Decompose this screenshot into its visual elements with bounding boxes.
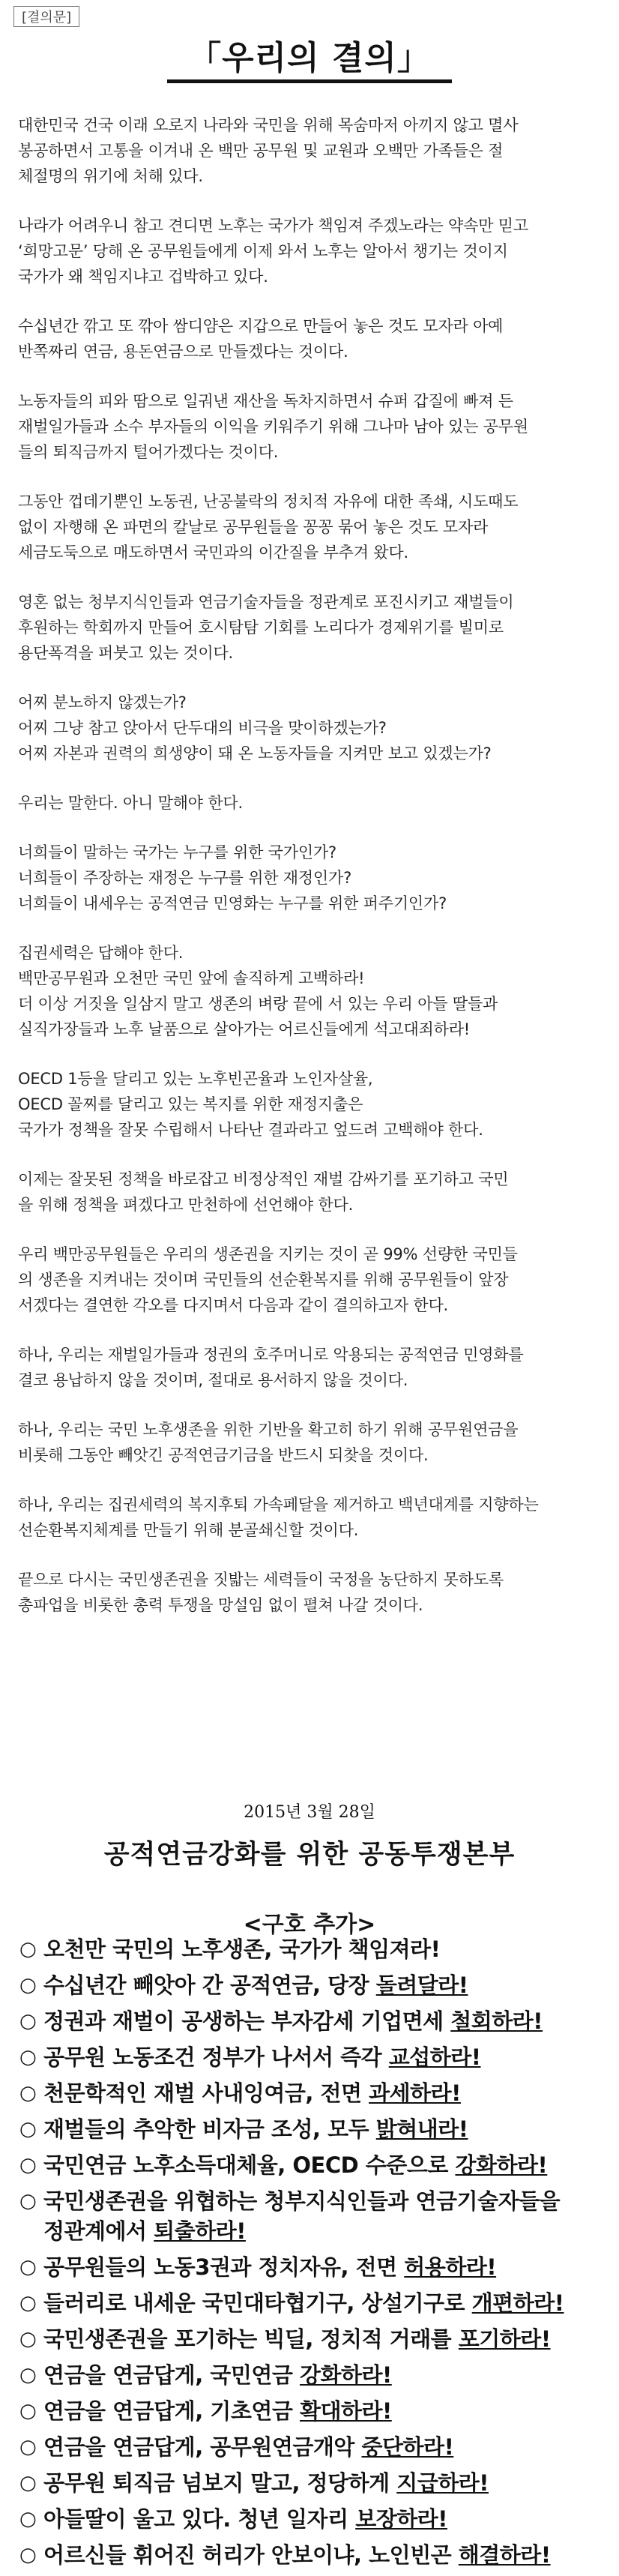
paragraph-line: 너희들이 말하는 국가는 누구를 위한 국가인가?	[18, 843, 336, 861]
paragraph	[18, 589, 601, 666]
paragraph	[18, 1492, 601, 1543]
paragraph-line: 총파업을 비롯한 총력 투쟁을 망설임 없이 펼쳐 나갈 것이다.	[18, 1596, 423, 1614]
paragraph-line: 어찌 자본과 권력의 희생양이 돼 온 노동자들을 지켜만 보고 있겠는가?	[18, 744, 492, 762]
paragraph	[18, 313, 601, 364]
circle-bullet-icon: ○	[19, 2400, 37, 2422]
slogan-demand: 돌려달라!	[375, 1972, 468, 1998]
paragraph-line: 하나, 우리는 집권세력의 복지후퇴 가속페달을 제거하고 백년대계를 지향하는	[18, 1496, 539, 1514]
slogan-lead: 연금을 연금답게, 기초연금	[43, 2398, 300, 2424]
document-title: 「우리의 결의」	[167, 40, 452, 83]
circle-bullet-icon: ○	[19, 2436, 37, 2458]
slogan-demand: 퇴출하라!	[154, 2218, 246, 2244]
circle-bullet-icon: ○	[19, 2328, 37, 2350]
slogan-lead: 어르신들 휘어진 허리가 안보이냐, 노인빈곤	[43, 2542, 459, 2568]
resolution-body	[18, 112, 601, 1642]
circle-bullet-icon: ○	[19, 2082, 37, 2104]
circle-bullet-icon: ○	[19, 2544, 37, 2566]
slogan-item	[19, 2114, 604, 2144]
circle-bullet-icon: ○	[19, 2256, 37, 2278]
slogan-item	[19, 2252, 604, 2282]
slogan-text	[43, 2504, 604, 2534]
slogan-text	[43, 2396, 604, 2426]
slogan-second-line	[43, 2216, 604, 2246]
paragraph-line: 서겠다는 결연한 각오를 다지며서 다음과 같이 결의하고자 한다.	[18, 1296, 449, 1314]
circle-bullet-icon: ○	[19, 1938, 37, 1960]
circle-bullet-icon: ○	[19, 2472, 37, 2494]
slogan-demand: 과세하라!	[369, 2080, 461, 2106]
slogan-text	[43, 1970, 604, 2000]
paragraph	[18, 690, 601, 766]
paragraph-line: 결코 용납하지 않을 것이며, 절대로 용서하지 않을 것이다.	[18, 1371, 408, 1389]
slogan-demand: 포기하라!	[458, 2326, 551, 2352]
paragraph-line: 들의 퇴직금까지 털어가겠다는 것이다.	[18, 443, 279, 461]
title-container	[0, 40, 619, 83]
slogan-item	[19, 2150, 604, 2180]
slogan-demand: 지급하라!	[396, 2470, 489, 2496]
slogan-lead: 재벌들의 추악한 비자금 조성, 모두	[43, 2116, 376, 2142]
paragraph-line: 집권세력은 답해야 한다.	[18, 944, 184, 962]
paragraph-line: 국가가 왜 책임지냐고 겁박하고 있다.	[18, 268, 268, 286]
slogan-item	[19, 2078, 604, 2108]
circle-bullet-icon: ○	[19, 2508, 37, 2530]
paragraph	[18, 1342, 601, 1393]
slogan-lead: 공무원 노동조건 정부가 나서서 즉각	[43, 2044, 389, 2070]
paragraph-line: 봉공하면서 고통을 이겨내 온 백만 공무원 및 교원과 오백만 가족들은 절	[18, 142, 504, 160]
paragraph	[18, 840, 601, 916]
paragraph-line: 더 이상 거짓을 일삼지 말고 생존의 벼랑 끝에 서 있는 우리 아들 딸들과	[18, 995, 498, 1013]
slogan-text	[43, 2042, 604, 2072]
resolution-date: 2015년 3월 28일	[244, 1803, 375, 1822]
circle-bullet-icon: ○	[19, 2118, 37, 2140]
paragraph-line: 세금도둑으로 매도하면서 국민과의 이간질을 부추겨 왔다.	[18, 544, 408, 562]
slogan-lead: 들러리로 내세운 국민대타협기구, 상설기구로	[43, 2290, 472, 2316]
paragraph-line: OECD 꼴찌를 달리고 있는 복지를 위한 재정지출은	[18, 1095, 363, 1113]
document-type-tag: [결의문]	[13, 6, 79, 27]
slogan-lead: 국민연금 노후소득대체율, OECD 수준으로	[43, 2152, 456, 2178]
paragraph-line: 용단폭격을 퍼붓고 있는 것이다.	[18, 644, 234, 662]
paragraph-line: 이제는 잘못된 정책을 바로잡고 비정상적인 재벌 감싸기를 포기하고 국민	[18, 1170, 509, 1188]
slogan-lead: 수십년간 빼앗아 간 공적연금, 당장	[43, 1972, 376, 1998]
slogan-text	[43, 2114, 604, 2144]
paragraph-line: 우리 백만공무원들은 우리의 생존권을 지키는 것이 곧 99% 선량한 국민들	[18, 1245, 518, 1263]
slogan-lead: 국민생존권을 포기하는 빅딜, 정치적 거래를	[43, 2326, 459, 2352]
slogan-list	[19, 1934, 604, 2576]
slogan-item	[19, 2504, 604, 2534]
slogan-lead: 정권과 재벌이 공생하는 부자감세 기업면세	[43, 2008, 451, 2034]
slogan-lead: 공무원 퇴직금 넘보지 말고, 정당하게	[43, 2470, 397, 2496]
slogan-item	[19, 2042, 604, 2072]
slogan-item	[19, 2540, 604, 2570]
slogan-item	[19, 2324, 604, 2354]
slogan-demand: 보장하라!	[355, 2506, 447, 2532]
paragraph-line: 없이 자행해 온 파면의 칼날로 공무원들을 꽁꽁 묶어 놓은 것도 모자라	[18, 518, 489, 536]
paragraph-line: 너희들이 내세우는 공적연금 민영화는 누구를 위한 퍼주기인가?	[18, 894, 447, 912]
slogan-lead: 공무원들의 노동3권과 정치자유, 전면	[43, 2254, 405, 2280]
paragraph-line: 어찌 그냥 참고 앉아서 단두대의 비극을 맞이하겠는가?	[18, 719, 387, 737]
circle-bullet-icon: ○	[19, 2010, 37, 2032]
paragraph-line: 영혼 없는 청부지식인들과 연금기술자들을 정관계로 포진시키고 재벌들이	[18, 593, 514, 611]
paragraph-line: 비롯해 그동안 빼앗긴 공적연금기금을 반드시 되찾을 것이다.	[18, 1446, 429, 1464]
paragraph-line: 국가가 정책을 잘못 수립해서 나타난 결과라고 엎드려 고백해야 한다.	[18, 1121, 483, 1139]
circle-bullet-icon: ○	[19, 1974, 37, 1996]
paragraph-line: 우리는 말한다. 아니 말해야 한다.	[18, 794, 243, 812]
slogan-text	[43, 2432, 604, 2462]
paragraph-line: 후원하는 학회까지 만들어 호시탐탐 기회를 노리다가 경제위기를 빌미로	[18, 619, 504, 637]
paragraph	[18, 112, 601, 189]
organization-name: 공적연금강화를 위한 공동투쟁본부	[103, 1840, 516, 1870]
circle-bullet-icon: ○	[19, 2154, 37, 2176]
paragraph-line: 을 위해 정책을 펴겠다고 만천하에 선언해야 한다.	[18, 1196, 354, 1214]
slogan-demand: 개편하라!	[471, 2290, 564, 2316]
slogan-item	[19, 2360, 604, 2390]
paragraph-line: 대한민국 건국 이래 오로지 나라와 국민을 위해 목숨마저 아끼지 않고 멸사	[18, 116, 519, 134]
paragraph-line: 수십년간 깎고 또 깎아 쌈디얌은 지갑으로 만들어 놓은 것도 모자라 아예	[18, 317, 504, 335]
slogan-item	[19, 1970, 604, 2000]
paragraph	[18, 940, 601, 1042]
paragraph-line: 너희들이 주장하는 재정은 누구를 위한 재정인가?	[18, 869, 352, 887]
slogan-demand: 강화하라!	[455, 2152, 548, 2178]
paragraph-line: 의 생존을 지켜내는 것이며 국민들의 선순환복지를 위해 공무원들이 앞장	[18, 1271, 509, 1289]
paragraph	[18, 1066, 601, 1143]
slogan-lead: 천문학적인 재벌 사내잉여금, 전면	[43, 2080, 369, 2106]
slogan-second-line-lead: 정관계에서	[43, 2218, 154, 2244]
paragraph-line: 백만공무원과 오천만 국민 앞에 솔직하게 고백하라!	[18, 969, 365, 987]
paragraph-line: 끝으로 다시는 국민생존권을 짓밟는 세력들이 국정을 농단하지 못하도록	[18, 1571, 504, 1589]
slogan-item	[19, 2186, 604, 2246]
slogan-text	[43, 2468, 604, 2498]
slogan-text	[43, 2078, 604, 2108]
slogans-heading: <구호 추가>	[243, 1912, 376, 1938]
slogan-text	[43, 1934, 604, 1964]
slogan-demand: 중단하라!	[361, 2434, 454, 2460]
slogan-demand: 교섭하라!	[388, 2044, 481, 2070]
slogan-item	[19, 2288, 604, 2318]
paragraph-line: 노동자들의 피와 땀으로 일궈낸 재산을 독차지하면서 슈퍼 갑질에 빠져 든	[18, 392, 513, 410]
paragraph-line: 어찌 분노하지 않겠는가?	[18, 693, 187, 711]
slogan-demand: 해결하라!	[458, 2542, 551, 2568]
paragraph-line: OECD 1등을 달리고 있는 노후빈곤율과 노인자살율,	[18, 1070, 373, 1088]
slogan-text	[43, 2252, 604, 2282]
slogan-item	[19, 2432, 604, 2462]
slogan-text	[43, 2150, 604, 2180]
paragraph-line: 하나, 우리는 국민 노후생존을 위한 기반을 확고히 하기 위해 공무원연금을	[18, 1421, 519, 1439]
slogan-item	[19, 2468, 604, 2498]
paragraph-line: 나라가 어려우니 참고 견디면 노후는 국가가 책임져 주겠노라는 약속만 믿고	[18, 217, 528, 235]
paragraph-line: ‘희망고문’ 당해 온 공무원들에게 이제 와서 노후는 알아서 챙기는 것이지	[18, 242, 508, 260]
paragraph	[18, 790, 601, 816]
slogan-lead: 아들딸이 울고 있다. 청년 일자리	[43, 2506, 356, 2532]
slogan-text	[43, 2324, 604, 2354]
paragraph	[18, 489, 601, 565]
paragraph	[18, 1167, 601, 1218]
slogan-item	[19, 2396, 604, 2426]
slogan-demand: 철회하라!	[450, 2008, 543, 2034]
slogan-demand: 강화하라!	[299, 2362, 392, 2388]
paragraph	[18, 1242, 601, 1318]
circle-bullet-icon: ○	[19, 2046, 37, 2068]
paragraph	[18, 388, 601, 465]
slogan-text	[43, 2186, 604, 2246]
slogan-text	[43, 2006, 604, 2036]
paragraph-line: 선순환복지체계를 만들기 위해 분골쇄신할 것이다.	[18, 1521, 359, 1539]
slogan-item	[19, 1934, 604, 1964]
slogan-demand: 확대하라!	[299, 2398, 392, 2424]
paragraph-line: 그동안 껍데기뿐인 노동권, 난공불락의 정치적 자유에 대한 족쇄, 시도때도	[18, 493, 519, 511]
circle-bullet-icon: ○	[19, 2190, 37, 2212]
slogan-lead: 오천만 국민의 노후생존, 국가가 책임져라!	[43, 1936, 441, 1962]
paragraph-line: 체절명의 위기에 처해 있다.	[18, 167, 203, 185]
paragraph-line: 반쪽짜리 연금, 용돈연금으로 만들겠다는 것이다.	[18, 343, 348, 361]
paragraph-line: 재벌일가들과 소수 부자들의 이익을 키워주기 위해 그나마 남아 있는 공무원	[18, 418, 528, 436]
slogan-text	[43, 2540, 604, 2570]
paragraph	[18, 1567, 601, 1618]
slogan-lead: 연금을 연금답게, 공무원연금개악	[43, 2434, 362, 2460]
slogan-lead: 국민생존권을 위협하는 청부지식인들과 연금기술자들을	[43, 2188, 561, 2214]
slogan-text	[43, 2360, 604, 2390]
circle-bullet-icon: ○	[19, 2364, 37, 2386]
paragraph-line: 하나, 우리는 재벌일가들과 정권의 호주머니로 악용되는 공적연금 민영화를	[18, 1346, 524, 1364]
paragraph-line: 실직가장들과 노후 날품으로 살아가는 어르신들에게 석고대죄하라!	[18, 1020, 471, 1038]
slogan-demand: 밝혀내라!	[375, 2116, 468, 2142]
slogan-demand: 허용하라!	[404, 2254, 497, 2280]
slogan-item	[19, 2006, 604, 2036]
paragraph	[18, 1417, 601, 1468]
slogan-text	[43, 2288, 604, 2318]
paragraph	[18, 213, 601, 289]
circle-bullet-icon: ○	[19, 2292, 37, 2314]
slogan-lead: 연금을 연금답게, 국민연금	[43, 2362, 300, 2388]
